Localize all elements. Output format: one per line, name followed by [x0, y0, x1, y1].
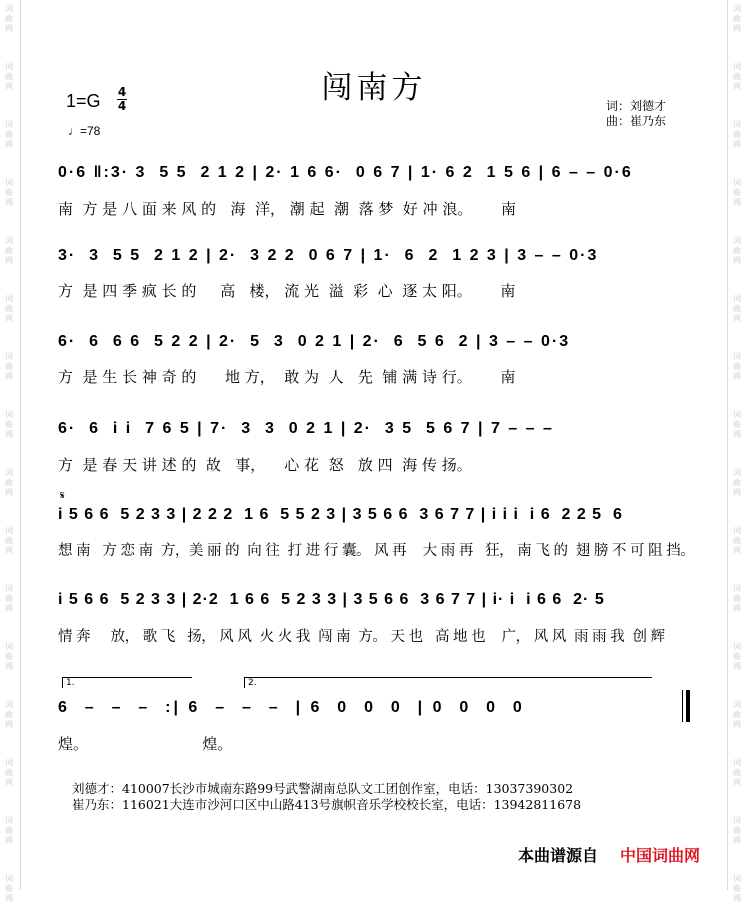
- watermark-text: 词 曲 网: [5, 526, 13, 555]
- watermark-text: 词 曲 网: [733, 700, 741, 729]
- watermark-text: 词 曲 网: [733, 410, 741, 439]
- staff-3: [58, 331, 692, 371]
- staff-notes: i 5 6 6 5 2 3 3 | 2·2 1 6 6 5 2 3 3 | 3 5 6 6 3 6 7 7 | i· i i 6 6 2· 5: [58, 591, 605, 608]
- watermark-text: 词 曲 网: [5, 236, 13, 265]
- composer-credit: 曲：崔乃东: [606, 114, 667, 128]
- key-signature: 1=G: [66, 91, 101, 111]
- staff-4: [58, 418, 692, 458]
- watermark-text: 词 曲 网: [733, 4, 741, 33]
- staff-notes: 0·6 ‖:3· 3 5 5 2 1 2 | 2· 1 6 6· 0 6 7 | 1· 6 2 1 5 6 | 6 – – 0·6: [58, 164, 633, 181]
- watermark-text: 词 曲 网: [5, 294, 13, 323]
- watermark-text: 词 曲 网: [733, 120, 741, 149]
- staff-5: [58, 504, 692, 544]
- staff-7: [58, 697, 692, 737]
- song-title: 闯南方: [321, 70, 427, 106]
- source-site-link[interactable]: 中国词曲网: [620, 846, 701, 865]
- watermark-text: 词 曲 网: [733, 236, 741, 265]
- final-barline-thick: [686, 690, 690, 722]
- staff-notes: 3· 3 5 5 2 1 2 | 2· 3 2 2 0 6 7 | 1· 6 2 1 2 3 | 3 – – 0·3: [58, 247, 599, 264]
- watermark-text: 词 曲 网: [5, 874, 13, 903]
- watermark-text: 词 曲 网: [733, 468, 741, 497]
- staff-notes: 6· 6 6 6 5 2 2 | 2· 5 3 0 2 1 | 2· 6 5 6 2 | 3 – – 0·3: [58, 333, 571, 350]
- watermark-text: 词 曲 网: [733, 62, 741, 91]
- watermark-text: 词 曲 网: [5, 700, 13, 729]
- time-signature: [116, 86, 128, 113]
- staff-lyrics: 方 是 四 季 疯 长 的 高 楼， 流 光 溢 彩 心 逐 太 阳。 南: [58, 282, 516, 300]
- tempo-marking: ♩=78: [68, 124, 101, 138]
- lyricist-contact: 刘德才：410007长沙市城南东路99号武警湖南总队文工团创作室，电话：13037390302: [72, 781, 574, 796]
- staff-lyrics: 方 是 生 长 神 奇 的 地 方， 敢 为 人 先 铺 满 诗 行。 南: [58, 368, 516, 386]
- watermark-text: 词 曲 网: [5, 816, 13, 845]
- watermark-text: 词 曲 网: [5, 410, 13, 439]
- watermark-text: 词 曲 网: [5, 62, 13, 91]
- composer-contact: 崔乃东：116021大连市沙河口区中山路413号旗帜音乐学校校长室，电话：13942811678: [72, 797, 582, 812]
- lyricist-credit: 词：刘德才: [606, 99, 667, 113]
- right-watermark-strip: [727, 0, 748, 903]
- staff-6: [58, 589, 692, 629]
- staff-lyrics: 想 南 方 恋 南 方，美 丽 的 向 往 打 进 行 囊。 风 再 大 雨 再 狂， 南 飞 的 翅 膀 不 可 阻 挡。: [58, 543, 695, 559]
- staff-1: [58, 162, 692, 202]
- watermark-text: 词 曲 网: [733, 758, 741, 787]
- watermark-text: 词 曲 网: [5, 642, 13, 671]
- volta-first-ending: 1.: [62, 677, 192, 688]
- final-barline-thin: [682, 690, 683, 722]
- watermark-text: 词 曲 网: [733, 874, 741, 903]
- watermark-text: 词 曲 网: [5, 352, 13, 381]
- staff-lyrics: 煌。 煌。: [58, 735, 233, 753]
- source-label: 本曲谱源自: [518, 846, 599, 865]
- staff-notes: 6 – – – :| 6 – – – | 6 0 0 0 | 0 0 0 0: [58, 699, 525, 716]
- time-signature-top: 4: [117, 85, 127, 99]
- watermark-text: 词 曲 网: [733, 352, 741, 381]
- watermark-text: 词 曲 网: [733, 816, 741, 845]
- watermark-text: 词 曲 网: [5, 584, 13, 613]
- watermark-text: 词 曲 网: [733, 584, 741, 613]
- left-watermark-strip: [0, 0, 21, 903]
- staff-notes: 6· 6 i i 7 6 5 | 7· 3 3 0 2 1 | 2· 3 5 5 6 7 | 7 – – –: [58, 420, 554, 437]
- segno-sign: 𝄋: [60, 489, 65, 502]
- watermark-text: 词 曲 网: [5, 178, 13, 207]
- time-signature-bottom: 4: [117, 99, 127, 113]
- watermark-text: 词 曲 网: [5, 120, 13, 149]
- watermark-text: 词 曲 网: [733, 178, 741, 207]
- watermark-text: 词 曲 网: [733, 294, 741, 323]
- watermark-text: 词 曲 网: [5, 758, 13, 787]
- staff-notes: i 5 6 6 5 2 3 3 | 2 2 2 1 6 5 5 2 3 | 3 5 6 6 3 6 7 7 | i i i i 6 2 2 5 6: [58, 506, 623, 523]
- staff-lyrics: 南 方 是 八 面 来 风 的 海 洋， 潮 起 潮 落 梦 好 冲 浪。 南: [58, 200, 517, 218]
- watermark-text: 词 曲 网: [733, 526, 741, 555]
- watermark-text: 词 曲 网: [5, 4, 13, 33]
- volta-second-ending: 2.: [244, 677, 652, 688]
- source-note: [518, 843, 700, 866]
- watermark-text: 词 曲 网: [5, 468, 13, 497]
- staff-2: [58, 245, 692, 285]
- watermark-text: 词 曲 网: [733, 642, 741, 671]
- staff-lyrics: 情 奔 放， 歌 飞 扬， 风 风 火 火 我 闯 南 方。 天 也 高 地 也 广， 风 风 雨 雨 我 创 辉: [58, 629, 665, 645]
- staff-lyrics: 方 是 春 天 讲 述 的 故 事， 心 花 怒 放 四 海 传 扬。: [58, 456, 472, 474]
